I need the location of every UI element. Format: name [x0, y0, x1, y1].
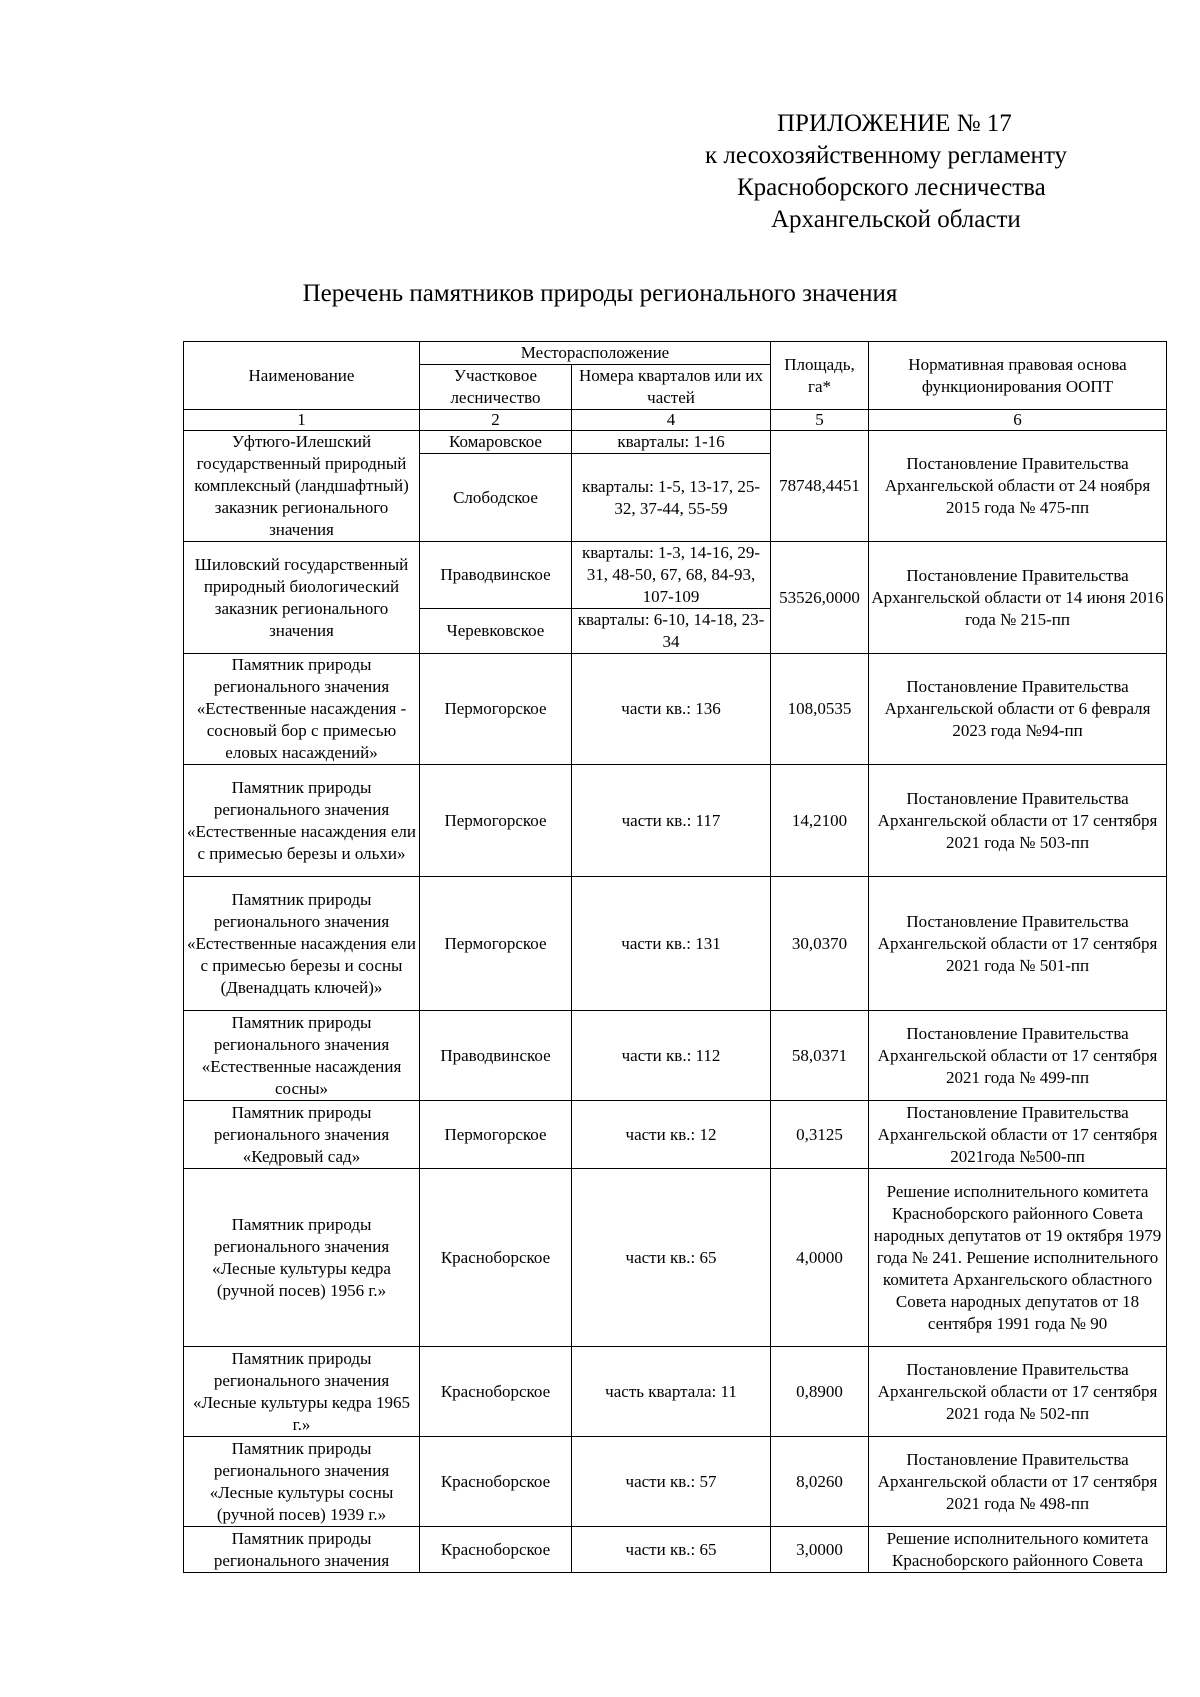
cell-name: Памятник природы регионального значения «Естественные насаждения - сосновый бор с примесью еловых насаждений»	[184, 654, 420, 765]
table-row	[184, 1101, 1167, 1169]
table-row	[184, 1011, 1167, 1101]
cell-area: 108,0535	[771, 654, 869, 765]
header-location: Месторасположение	[420, 342, 771, 365]
col-number: 5	[771, 410, 869, 431]
appendix-reference: к лесохозяйственному регламенту	[705, 142, 1068, 169]
monuments-table	[183, 341, 1167, 1573]
table-row	[184, 542, 1167, 609]
cell-legal: Постановление Правительства Архангельской области от 17 сентября 2021 года № 502-пп	[869, 1347, 1167, 1437]
cell-legal: Решение исполнительного комитета Красноборского районного Совета народных депутатов от 19 октября 1979 года № 241. Решение исполнительного комитета Архангельского областного Совета народных депутатов от 18 сентября 1991 года № 90	[869, 1169, 1167, 1347]
cell-quarters: части кв.: 12	[572, 1101, 771, 1169]
cell-quarters: кварталы: 1-3, 14-16, 29-31, 48-50, 67, 68, 84-93, 107-109	[572, 542, 771, 609]
cell-quarters: кварталы: 1-5, 13-17, 25-32, 37-44, 55-59	[572, 454, 771, 542]
cell-district: Пермогорское	[420, 877, 572, 1011]
cell-name: Памятник природы регионального значения «Лесные культуры сосны (ручной посев) 1939 г.»	[184, 1437, 420, 1527]
table-row	[184, 1169, 1167, 1347]
header-legal: Нормативная правовая основа функционирования ООПТ	[869, 342, 1167, 410]
cell-district: Комаровское	[420, 431, 572, 454]
header-quarters: Номера кварталов или их частей	[572, 365, 771, 410]
page-title: Перечень памятников природы регионального значения	[302, 280, 898, 307]
cell-district: Праводвинское	[420, 542, 572, 609]
cell-legal: Постановление Правительства Архангельской области от 17 сентября 2021 года № 499-пп	[869, 1011, 1167, 1101]
cell-quarters: кварталы: 6-10, 14-18, 23-34	[572, 609, 771, 654]
cell-legal: Постановление Правительства Архангельской области от 24 ноября 2015 года № 475-пп	[869, 431, 1167, 542]
table-row	[184, 654, 1167, 765]
table-row	[184, 1347, 1167, 1437]
cell-quarters: часть квартала: 11	[572, 1347, 771, 1437]
table-row	[184, 877, 1167, 1011]
cell-area: 0,8900	[771, 1347, 869, 1437]
cell-area: 14,2100	[771, 765, 869, 877]
cell-quarters: части кв.: 57	[572, 1437, 771, 1527]
cell-area: 78748,4451	[771, 431, 869, 542]
cell-area: 30,0370	[771, 877, 869, 1011]
cell-name: Памятник природы регионального значения «Естественные насаждения ели с примесью березы и ольхи»	[184, 765, 420, 877]
cell-legal: Постановление Правительства Архангельской области от 17 сентября 2021года №500-пп	[869, 1101, 1167, 1169]
cell-legal: Постановление Правительства Архангельской области от 17 сентября 2021 года № 498-пп	[869, 1437, 1167, 1527]
cell-legal: Решение исполнительного комитета Красноборского районного Совета	[869, 1527, 1167, 1573]
cell-district: Пермогорское	[420, 1101, 572, 1169]
cell-quarters: части кв.: 117	[572, 765, 771, 877]
table-row	[184, 1527, 1167, 1573]
cell-legal: Постановление Правительства Архангельской области от 17 сентября 2021 года № 501-пп	[869, 877, 1167, 1011]
cell-name: Памятник природы регионального значения	[184, 1527, 420, 1573]
table-row	[184, 1437, 1167, 1527]
cell-district: Слободское	[420, 454, 572, 542]
cell-name: Памятник природы регионального значения «Лесные культуры кедра (ручной посев) 1956 г.»	[184, 1169, 420, 1347]
cell-legal: Постановление Правительства Архангельской области от 6 февраля 2023 года №94-пп	[869, 654, 1167, 765]
cell-name: Памятник природы регионального значения «Кедровый сад»	[184, 1101, 420, 1169]
cell-quarters: части кв.: 65	[572, 1169, 771, 1347]
cell-district: Красноборское	[420, 1437, 572, 1527]
cell-area: 8,0260	[771, 1437, 869, 1527]
appendix-forestry: Красноборского лесничества	[737, 174, 1046, 201]
col-number: 6	[869, 410, 1167, 431]
cell-quarters: части кв.: 112	[572, 1011, 771, 1101]
cell-district: Пермогорское	[420, 765, 572, 877]
header-name: Наименование	[184, 342, 420, 410]
cell-area: 0,3125	[771, 1101, 869, 1169]
col-number: 2	[420, 410, 572, 431]
cell-area: 53526,0000	[771, 542, 869, 654]
cell-name: Памятник природы регионального значения «Естественные насаждения ели с примесью березы и сосны (Двенадцать ключей)»	[184, 877, 420, 1011]
cell-quarters: части кв.: 65	[572, 1527, 771, 1573]
cell-district: Пермогорское	[420, 654, 572, 765]
cell-district: Красноборское	[420, 1347, 572, 1437]
cell-quarters: кварталы: 1-16	[572, 431, 771, 454]
header-row	[184, 342, 1167, 365]
cell-area: 58,0371	[771, 1011, 869, 1101]
cell-district: Черевковское	[420, 609, 572, 654]
cell-area: 4,0000	[771, 1169, 869, 1347]
cell-name: Уфтюго-Илешский государственный природный комплексный (ландшафтный) заказник регионального значения	[184, 431, 420, 542]
table-row	[184, 765, 1167, 877]
cell-quarters: части кв.: 131	[572, 877, 771, 1011]
cell-quarters: части кв.: 136	[572, 654, 771, 765]
header-area: Площадь, га*	[771, 342, 869, 410]
cell-name: Памятник природы регионального значения «Естественные насаждения сосны»	[184, 1011, 420, 1101]
appendix-region: Архангельской области	[771, 206, 1021, 233]
cell-legal: Постановление Правительства Архангельской области от 17 сентября 2021 года № 503-пп	[869, 765, 1167, 877]
cell-name: Памятник природы регионального значения «Лесные культуры кедра 1965 г.»	[184, 1347, 420, 1437]
column-numbers-row	[184, 410, 1167, 431]
header-district: Участковое лесничество	[420, 365, 572, 410]
table-row	[184, 431, 1167, 454]
cell-district: Красноборское	[420, 1527, 572, 1573]
cell-name: Шиловский государственный природный биологический заказник регионального значения	[184, 542, 420, 654]
col-number: 4	[572, 410, 771, 431]
cell-district: Красноборское	[420, 1169, 572, 1347]
cell-area: 3,0000	[771, 1527, 869, 1573]
cell-legal: Постановление Правительства Архангельской области от 14 июня 2016 года № 215-пп	[869, 542, 1167, 654]
appendix-number: ПРИЛОЖЕНИЕ № 17	[777, 110, 1012, 137]
col-number: 1	[184, 410, 420, 431]
cell-district: Праводвинское	[420, 1011, 572, 1101]
